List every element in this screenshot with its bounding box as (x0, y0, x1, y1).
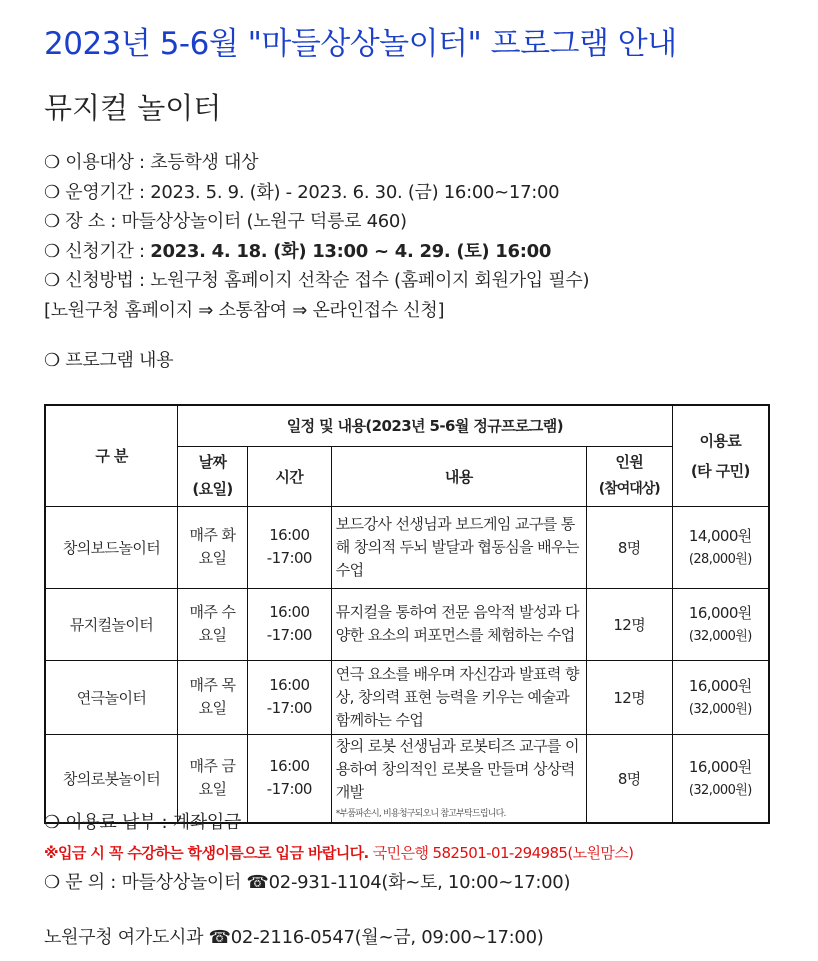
row-content-note: *부품파손시, 비용청구되오니 참고부탁드립니다. (335, 808, 506, 819)
row-day-line1: 매주 화 (189, 526, 236, 544)
info-place: ❍ 장 소 : 마들상상놀이터 (노원구 덕릉로 460) (44, 211, 407, 232)
row-fee-main: 14,000원 (688, 527, 752, 545)
row-time-line2: -17:00 (266, 626, 312, 644)
row-category: 뮤지컬놀이터 (45, 588, 178, 660)
header-people-line2: (참여대상) (598, 481, 660, 497)
row-category: 연극놀이터 (45, 660, 178, 734)
info-period: ❍ 운영기간 : 2023. 5. 9. (화) - 2023. 6. 30. (금) 16:00~17:00 (44, 181, 560, 203)
inquiry-line (44, 868, 633, 898)
info-method: ❍ 신청방법 : 노원구청 홈페이지 선착순 접수 (홈페이지 회원가입 필수) (44, 270, 590, 291)
program-table (44, 404, 770, 824)
header-fee-line2: (타 구민) (690, 461, 750, 480)
row-day-line2: 요일 (198, 780, 227, 798)
info-apply-value: 2023. 4. 18. (화) 13:00 ~ 4. 29. (토) 16:00 (150, 240, 552, 262)
info-target: ❍ 이용대상 : 초등학생 대상 (44, 152, 259, 173)
row-fee-other: (32,000원) (688, 702, 752, 717)
row-day-line1: 매주 수 (189, 603, 236, 621)
row-fee (672, 734, 769, 823)
bottom-info (44, 808, 633, 898)
row-day-line2: 요일 (198, 699, 227, 717)
header-category: 구 분 (45, 405, 178, 506)
row-fee-main: 16,000원 (688, 604, 752, 622)
row-people: 12명 (586, 588, 672, 660)
program-subtitle: 뮤지컬 놀이터 (44, 91, 222, 125)
footer-phone: 02-2116-0547(월~금, 09:00~17:00) (230, 927, 544, 948)
row-time-line1: 16:00 (269, 757, 310, 775)
table-row (45, 506, 769, 588)
header-fee-line1: 이용료 (699, 431, 742, 450)
row-content: 연극 요소를 배우며 자신감과 발표력 향상, 창의력 표현 능력을 키우는 예술과 함께하는 수업 (331, 660, 586, 734)
row-fee-main: 16,000원 (688, 677, 752, 695)
inquiry-label: ❍ 문 의 : 마들상상놀이터 (44, 872, 247, 893)
row-fee (672, 506, 769, 588)
header-schedule-group: 일정 및 내용(2023년 5-6월 정규프로그램) (178, 405, 673, 446)
row-day-line1: 매주 금 (189, 757, 236, 775)
row-category: 창의로봇놀이터 (45, 734, 178, 823)
row-day-line1: 매주 목 (189, 676, 236, 694)
row-day (178, 506, 248, 588)
table-row (45, 660, 769, 734)
row-category: 창의보드놀이터 (45, 506, 178, 588)
header-day (178, 446, 248, 506)
inquiry-phone: 02-931-1104(화~토, 10:00~17:00) (268, 872, 571, 893)
info-list (44, 148, 589, 325)
row-content-text: 창의 로봇 선생님과 로봇티즈 교구를 이용하여 창의적인 로봇을 만들며 상상력 개발 (335, 736, 579, 801)
header-day-line1: 날짜 (198, 453, 227, 471)
phone-icon: ☎ (208, 927, 231, 948)
row-time (247, 660, 331, 734)
row-time-line1: 16:00 (269, 526, 310, 544)
info-route: [노원구청 홈페이지 ⇒ 소통참여 ⇒ 온라인접수 신청] (44, 299, 445, 321)
row-time-line2: -17:00 (266, 780, 312, 798)
row-fee-other: (28,000원) (688, 552, 752, 567)
row-time-line2: -17:00 (266, 699, 312, 717)
header-people (586, 446, 672, 506)
row-time-line2: -17:00 (266, 549, 312, 567)
info-apply (44, 237, 589, 267)
info-apply-label: ❍ 신청기간 : (44, 240, 151, 262)
row-day-line2: 요일 (198, 626, 227, 644)
table-row (45, 588, 769, 660)
program-heading: ❍ 프로그램 내용 (44, 350, 174, 371)
row-fee (672, 660, 769, 734)
footer-contact (44, 923, 543, 949)
row-day-line2: 요일 (198, 549, 227, 567)
row-day (178, 660, 248, 734)
header-people-line1: 인원 (615, 453, 644, 471)
page-title: 2023년 5-6월 "마들상상놀이터" 프로그램 안내 (44, 26, 677, 62)
row-time-line1: 16:00 (269, 676, 310, 694)
row-fee-other: (32,000원) (688, 629, 752, 644)
row-time (247, 506, 331, 588)
row-people: 8명 (586, 734, 672, 823)
row-content: 보드강사 선생님과 보드게임 교구를 통해 창의적 두뇌 발달과 협동심을 배우는 수업 (331, 506, 586, 588)
row-people: 12명 (586, 660, 672, 734)
payment-line: ❍ 이용료 납부 : 계좌입금 (44, 812, 242, 833)
row-people: 8명 (586, 506, 672, 588)
footer-org: 노원구청 여가도시과 (44, 927, 209, 948)
warning-bold: ※입금 시 꼭 수강하는 학생이름으로 입금 바랍니다. (44, 844, 369, 862)
row-time (247, 588, 331, 660)
header-time: 시간 (247, 446, 331, 506)
row-fee-main: 16,000원 (688, 758, 752, 776)
header-day-line2: (요일) (192, 480, 233, 498)
row-fee (672, 588, 769, 660)
row-content: 뮤지컬을 통하여 전문 음악적 발성과 다양한 요소의 퍼포먼스를 체험하는 수업 (331, 588, 586, 660)
row-fee-other: (32,000원) (688, 783, 752, 798)
payment-warning (44, 838, 633, 868)
row-day (178, 588, 248, 660)
header-content: 내용 (331, 446, 586, 506)
phone-icon: ☎ (246, 872, 269, 893)
warning-account: 국민은행 582501-01-294985(노원맘스) (368, 844, 634, 862)
row-time-line1: 16:00 (269, 603, 310, 621)
header-fee (672, 405, 769, 506)
